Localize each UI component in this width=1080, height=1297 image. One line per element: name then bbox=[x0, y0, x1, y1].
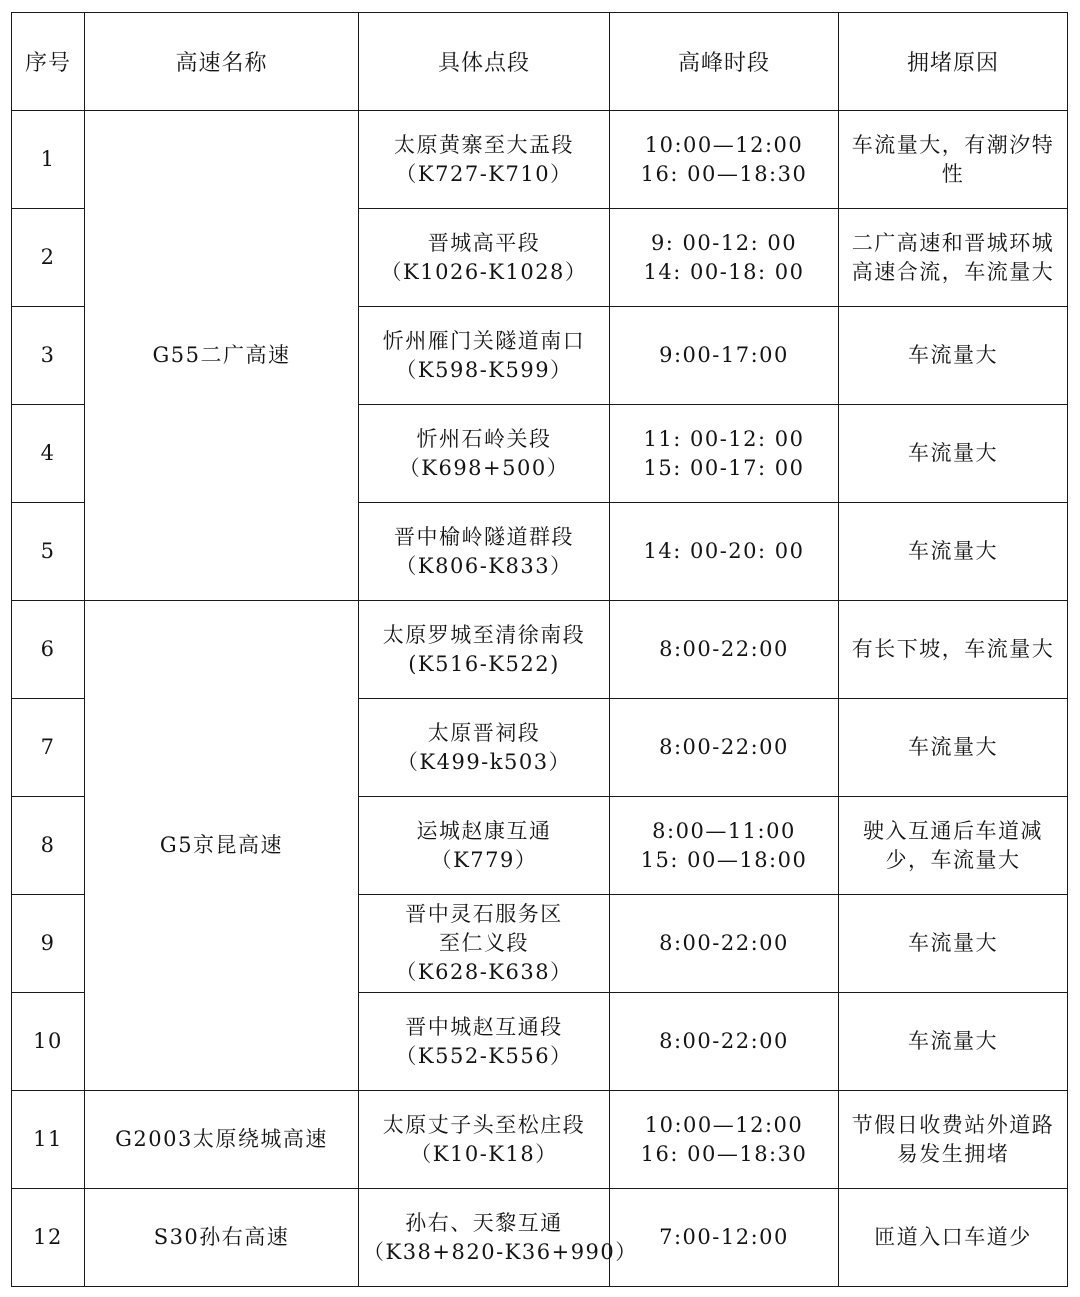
peak-time-line: 14: 00-18: 00 bbox=[643, 259, 805, 284]
peak-time-line: 9:00-17:00 bbox=[659, 343, 789, 367]
peak-time-line: 15: 00—18:00 bbox=[640, 847, 808, 872]
segment-cell bbox=[359, 601, 610, 699]
table-row bbox=[12, 601, 1068, 699]
segment-cell bbox=[359, 895, 610, 993]
reason-text: 车流量大 bbox=[908, 441, 998, 465]
peak-time-line: 14: 00-20: 00 bbox=[643, 539, 805, 563]
peak-time-cell bbox=[610, 601, 839, 699]
reason-text: 车流量大 bbox=[908, 1029, 998, 1053]
reason-cell bbox=[839, 1189, 1068, 1287]
table-row bbox=[12, 111, 1068, 209]
reason-text: 车流量大 bbox=[908, 931, 998, 955]
segment-line: 至仁义段 bbox=[439, 931, 529, 955]
reason-cell bbox=[839, 503, 1068, 601]
header-peak-time: 高峰时段 bbox=[610, 13, 839, 111]
table-header-row bbox=[12, 13, 1068, 111]
peak-time-cell bbox=[610, 699, 839, 797]
peak-time-line: 8:00-22:00 bbox=[659, 735, 789, 759]
peak-time-line: 10:00—12:00 bbox=[644, 132, 804, 157]
row-number: 11 bbox=[12, 1091, 85, 1189]
reason-cell bbox=[839, 111, 1068, 209]
reason-text: 二广高速和晋城环城高速合流，车流量大 bbox=[851, 230, 1055, 284]
segment-line: 忻州雁门关隧道南口 bbox=[382, 328, 586, 353]
reason-text: 车流量大 bbox=[908, 735, 998, 759]
segment-line: 太原罗城至清徐南段 bbox=[382, 622, 586, 647]
segment-line: （K806-K833） bbox=[395, 553, 573, 578]
peak-time-cell bbox=[610, 1091, 839, 1189]
segment-line: （K552-K556） bbox=[395, 1043, 573, 1068]
header-road-name: 高速名称 bbox=[85, 13, 359, 111]
segment-line: （K499-k503） bbox=[396, 749, 572, 774]
reason-cell bbox=[839, 405, 1068, 503]
peak-time-line: 9: 00-12: 00 bbox=[650, 230, 798, 255]
segment-line: （K10-K18） bbox=[410, 1141, 558, 1166]
peak-time-line: 10:00—12:00 bbox=[644, 1112, 804, 1137]
peak-time-line: 7:00-12:00 bbox=[659, 1225, 789, 1249]
reason-text: 车流量大 bbox=[908, 343, 998, 367]
segment-cell bbox=[359, 405, 610, 503]
row-number: 2 bbox=[12, 209, 85, 307]
segment-line: 晋中灵石服务区 bbox=[405, 902, 563, 926]
segment-line: （K38+820-K36+990） bbox=[363, 1239, 638, 1264]
segment-cell bbox=[359, 699, 610, 797]
reason-cell bbox=[839, 895, 1068, 993]
segment-line: 太原丈子头至松庄段 bbox=[382, 1112, 586, 1137]
peak-time-cell bbox=[610, 797, 839, 895]
segment-line: （K779） bbox=[430, 847, 538, 872]
table-row bbox=[12, 1091, 1068, 1189]
peak-time-cell bbox=[610, 405, 839, 503]
reason-cell bbox=[839, 601, 1068, 699]
road-name: G5京昆高速 bbox=[85, 601, 359, 1091]
header-reason: 拥堵原因 bbox=[839, 13, 1068, 111]
segment-line: （K1026-K1028） bbox=[380, 259, 588, 284]
reason-cell bbox=[839, 993, 1068, 1091]
segment-line: （K628-K638） bbox=[395, 960, 573, 984]
peak-time-cell bbox=[610, 209, 839, 307]
peak-time-line: 8:00-22:00 bbox=[659, 1029, 789, 1053]
segment-line: 忻州石岭关段 bbox=[416, 426, 552, 451]
peak-time-line: 8:00—11:00 bbox=[652, 818, 796, 843]
row-number: 4 bbox=[12, 405, 85, 503]
segment-cell bbox=[359, 111, 610, 209]
peak-time-cell bbox=[610, 503, 839, 601]
congestion-table bbox=[11, 12, 1068, 1287]
reason-cell bbox=[839, 797, 1068, 895]
reason-text: 节假日收费站外道路易发生拥堵 bbox=[851, 1112, 1055, 1166]
row-number: 10 bbox=[12, 993, 85, 1091]
segment-cell bbox=[359, 307, 610, 405]
segment-cell bbox=[359, 993, 610, 1091]
row-number: 8 bbox=[12, 797, 85, 895]
reason-cell bbox=[839, 209, 1068, 307]
reason-text: 车流量大 bbox=[908, 539, 998, 563]
reason-cell bbox=[839, 307, 1068, 405]
peak-time-cell bbox=[610, 111, 839, 209]
segment-line: （K698+500） bbox=[398, 455, 570, 480]
segment-line: 孙右、天黎互通 bbox=[405, 1210, 563, 1235]
peak-time-line: 16: 00—18:30 bbox=[640, 1141, 808, 1166]
segment-line: （K598-K599） bbox=[395, 357, 573, 382]
segment-cell bbox=[359, 1091, 610, 1189]
segment-cell bbox=[359, 503, 610, 601]
segment-cell bbox=[359, 209, 610, 307]
header-segment: 具体点段 bbox=[359, 13, 610, 111]
row-number: 7 bbox=[12, 699, 85, 797]
road-name: S30孙右高速 bbox=[85, 1189, 359, 1287]
reason-text: 车流量大，有潮汐特性 bbox=[851, 132, 1055, 186]
header-seq: 序号 bbox=[12, 13, 85, 111]
segment-line: 晋中城赵互通段 bbox=[405, 1014, 563, 1039]
row-number: 3 bbox=[12, 307, 85, 405]
reason-cell bbox=[839, 699, 1068, 797]
row-number: 12 bbox=[12, 1189, 85, 1287]
segment-line: 晋城高平段 bbox=[427, 230, 541, 255]
reason-text: 驶入互通后车道减少，车流量大 bbox=[863, 818, 1043, 872]
segment-line: 晋中榆岭隧道群段 bbox=[394, 524, 574, 549]
segment-line: 太原黄寨至大盂段 bbox=[394, 132, 574, 157]
row-number: 5 bbox=[12, 503, 85, 601]
segment-cell bbox=[359, 797, 610, 895]
road-name: G55二广高速 bbox=[85, 111, 359, 601]
peak-time-line: 15: 00-17: 00 bbox=[643, 455, 805, 480]
reason-cell bbox=[839, 1091, 1068, 1189]
row-number: 1 bbox=[12, 111, 85, 209]
peak-time-cell bbox=[610, 993, 839, 1091]
row-number: 6 bbox=[12, 601, 85, 699]
reason-text: 有长下坡，车流量大 bbox=[851, 637, 1055, 661]
peak-time-cell bbox=[610, 307, 839, 405]
peak-time-line: 8:00-22:00 bbox=[659, 931, 789, 955]
road-name: G2003太原绕城高速 bbox=[85, 1091, 359, 1189]
peak-time-cell bbox=[610, 1189, 839, 1287]
segment-line: 运城赵康互通 bbox=[416, 818, 552, 843]
table-body bbox=[12, 111, 1068, 1287]
reason-text: 匝道入口车道少 bbox=[874, 1225, 1032, 1249]
peak-time-line: 8:00-22:00 bbox=[659, 637, 789, 661]
segment-line: (K516-K522) bbox=[408, 651, 560, 676]
table-row bbox=[12, 1189, 1068, 1287]
row-number: 9 bbox=[12, 895, 85, 993]
peak-time-line: 16: 00—18:30 bbox=[640, 161, 808, 186]
segment-line: 太原晋祠段 bbox=[427, 720, 541, 745]
segment-line: （K727-K710） bbox=[395, 161, 573, 186]
peak-time-cell bbox=[610, 895, 839, 993]
segment-cell bbox=[359, 1189, 638, 1287]
peak-time-line: 11: 00-12: 00 bbox=[643, 426, 805, 451]
